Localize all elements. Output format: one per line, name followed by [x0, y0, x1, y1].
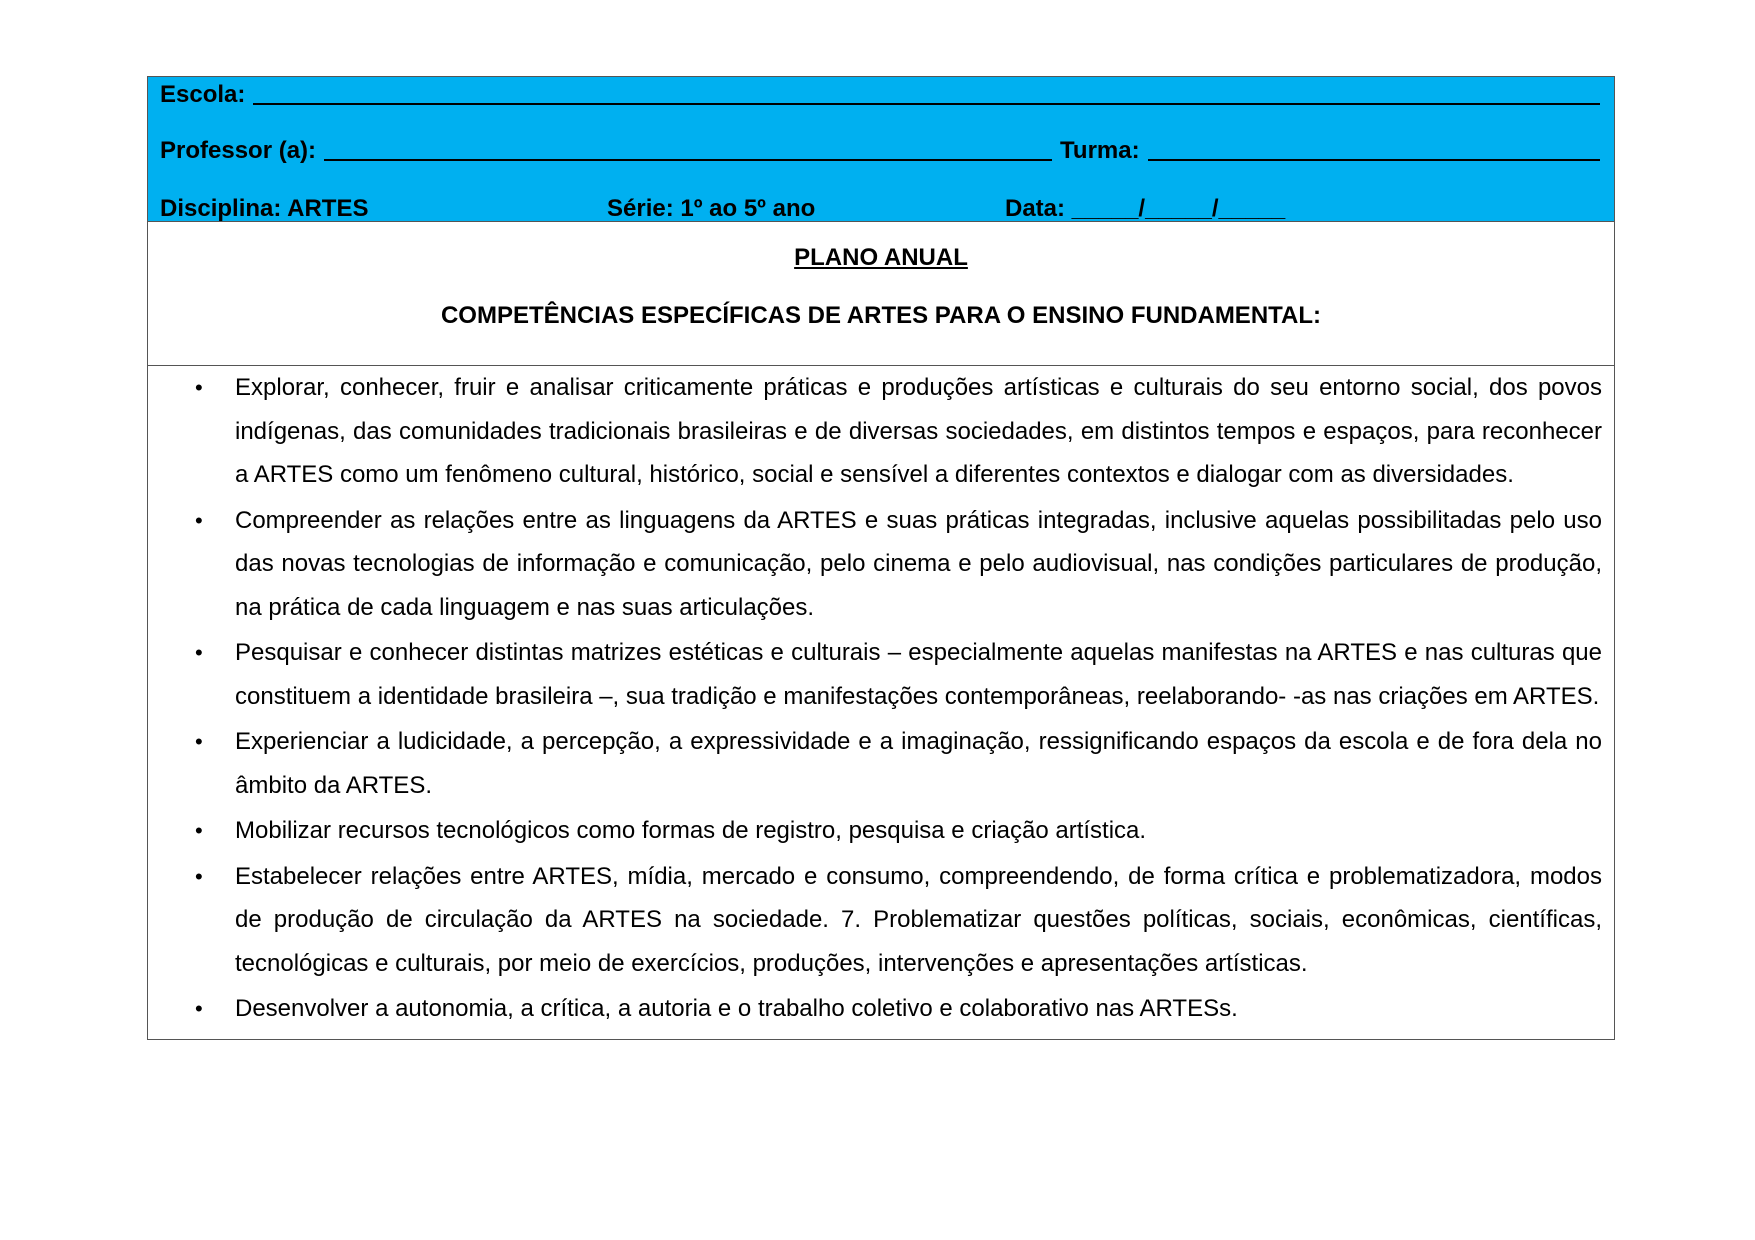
escola-label: Escola:	[160, 81, 246, 108]
disciplina-label: Disciplina: ARTES	[160, 195, 369, 222]
list-item	[148, 855, 1602, 986]
list-item	[148, 720, 1602, 807]
list-item	[148, 366, 1602, 497]
competencias-list-box	[148, 366, 1614, 1039]
professor-row	[160, 135, 1600, 165]
turma-label: Turma:	[1060, 137, 1140, 164]
document-frame	[147, 76, 1615, 1040]
list-item-text: Explorar, conhecer, fruir e analisar criticamente práticas e produções artísticas e culturais do seu entorno social, dos povos indígenas, das comunidades tradicionais brasileiras e de diversas sociedades, em distintos tempos e espaços, para reconhecer a ARTES como um fenômeno cultural, histórico, social e sensível a diferentes contextos e dialogar com as diversidades.	[235, 374, 1602, 488]
professor-fill-line	[324, 159, 1052, 161]
list-item	[148, 499, 1602, 630]
turma-fill-line	[1148, 159, 1600, 161]
list-item	[148, 631, 1602, 718]
bullet-icon: •	[195, 818, 203, 843]
bullet-icon: •	[195, 863, 203, 889]
bullet-icon: •	[195, 375, 203, 400]
data-label: Data: _____/_____/_____	[1005, 195, 1286, 222]
bullet-icon: •	[195, 996, 203, 1021]
escola-fill-line	[253, 103, 1600, 105]
list-item-text: Experienciar a ludicidade, a percepção, a expressividade e a imaginação, ressignificando espaços da escola e de fora dela no âmbito da ARTES.	[235, 728, 1602, 799]
disciplina-row	[160, 193, 1600, 223]
list-item-text: Desenvolver a autonomia, a crítica, a autoria e o trabalho coletivo e colaborativo nas ARTESs.	[235, 995, 1238, 1022]
list-item-text: Pesquisar e conhecer distintas matrizes estéticas e culturais – especialmente aquelas manifestas na ARTES e nas culturas que constituem a identidade brasileira –, sua tradição e manifestações contemporâneas, reelaborando- -as nas criações em ARTES.	[235, 639, 1602, 710]
list-item	[148, 809, 1602, 853]
list-item	[148, 987, 1602, 1031]
title-box	[148, 222, 1614, 366]
competencias-list	[148, 366, 1602, 1031]
bullet-icon: •	[195, 640, 203, 665]
plano-anual-title: PLANO ANUAL	[794, 244, 968, 271]
competencias-title: COMPETÊNCIAS ESPECÍFICAS DE ARTES PARA O ENSINO FUNDAMENTAL:	[440, 302, 1322, 329]
professor-label: Professor (a):	[160, 137, 317, 164]
list-item-text: Estabelecer relações entre ARTES, mídia, mercado e consumo, compreendendo, de forma crítica e problematizadora, modos de produção de circulação da ARTES na sociedade. 7. Problematizar questões políticas, sociais, econômicas, científicas, tecnológicas e culturais, por meio de exercícios, produções, intervenções e apresentações artísticas.	[235, 862, 1602, 977]
list-item-text: Compreender as relações entre as linguagens da ARTES e suas práticas integradas, inclusive aquelas possibilitadas pelo uso das novas tecnologias de informação e comunicação, pelo cinema e pelo audiovisual, nas condições particulares de produção, na prática de cada linguagem e nas suas articulações.	[235, 506, 1602, 621]
bullet-icon: •	[195, 729, 203, 754]
serie-label: Série: 1º ao 5º ano	[607, 195, 816, 222]
list-item-text: Mobilizar recursos tecnológicos como formas de registro, pesquisa e criação artística.	[235, 817, 1147, 844]
escola-row	[160, 79, 1600, 109]
bullet-icon: •	[195, 507, 203, 533]
header-box	[148, 77, 1614, 222]
